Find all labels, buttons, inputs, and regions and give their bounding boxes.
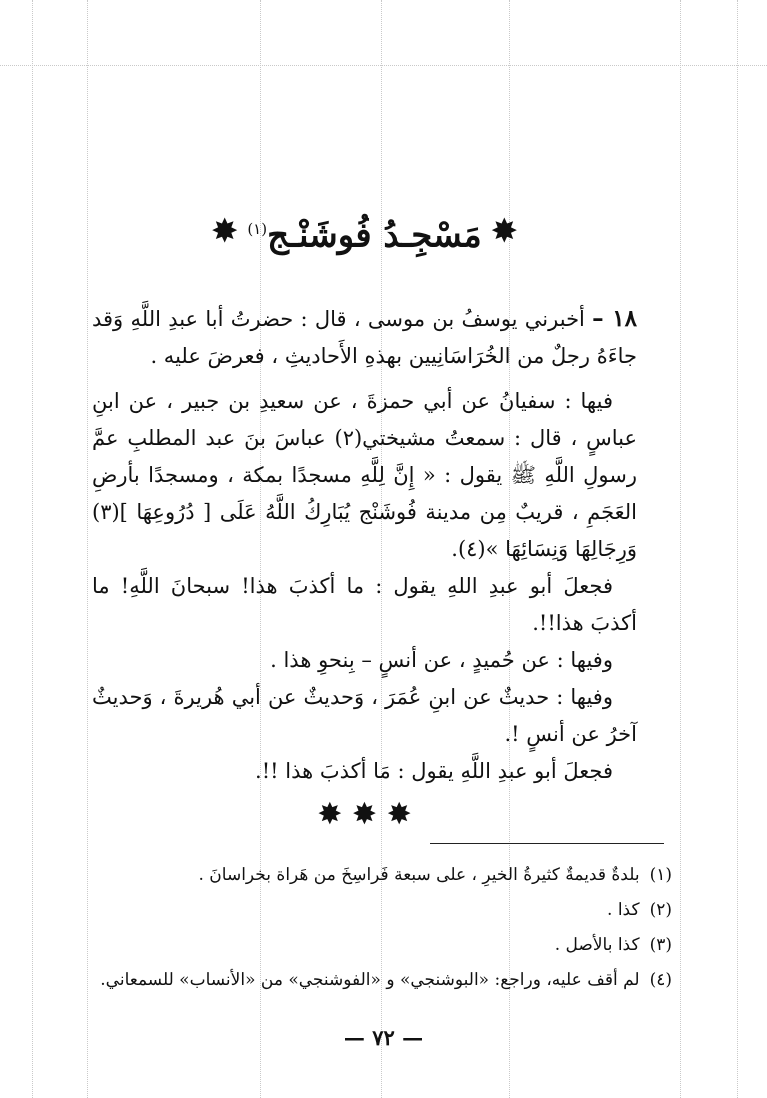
hadith-paragraph: ١٨ – أخبرني يوسفُ بن موسى ، قال : حضرتُ أبا عبدِ اللَّهِ وَقد جاءَهُ رجلٌ من الخُرَاسَانِيين بهذهِ الأَحاديثِ ، فعرضَ عليه . (92, 305, 637, 368)
footnote: (٤)لم أقف عليه، وراجع: «البوشنجي» و «الفوشنجي» من «الأنساب» للسمعاني. (100, 970, 672, 990)
paragraph: فجعلَ أبو عبدِ اللهِ يقول : ما أكذبَ هذا! سبحانَ اللَّهِ! ما أكذبَ هذا!!. (92, 574, 637, 635)
page-number: — ٧٢ — (343, 1025, 424, 1050)
footnote: (١)بلدةٌ قديمةٌ كثيرةُ الخيرِ ، على سبعة فَراسِخَ من هَراة بخراسانَ . (198, 865, 672, 885)
guide-line (680, 0, 681, 1098)
footnote-divider (430, 843, 664, 844)
footnote: (٢)كذا . (607, 900, 672, 920)
title-text: مَسْجِـدُ فُوشَنْـج$^{(١)}$ (247, 215, 482, 256)
title-footnote-ref: (١) (247, 219, 268, 238)
guide-line (737, 0, 738, 1098)
paragraph: فجعلَ أبو عبدِ اللَّهِ يقول : مَا أكذبَ هذا !!. (255, 759, 613, 783)
guide-line (0, 65, 767, 66)
main-text (92, 200, 637, 840)
ornament-row: ✸ ✸ ✸ (317, 797, 412, 832)
ornament-star-icon: ✸ (212, 214, 238, 249)
chapter-title (92, 200, 637, 264)
paragraph: فيها : سفيانُ عن أبي حمزةَ ، عن سعيدِ بن جبير ، عن ابنِ عباسٍ ، قال : سمعتُ مشيختي(٢) عباسَ بنَ عبد المطلبِ عمَّ رسولِ اللَّهِ ﷺ يقول : « إِنَّ لِلَّهِ مسجدًا بمكة ، ومسجدًا بأرضِ العَجَمِ ، قريبٌ مِن مدينة فُوشَنْج يُبَارِكُ اللَّهُ عَلَى [ دُرُوعِهَا ](٣) وَرِجَالِهَا وَنِسَائِهَا »(٤). (92, 389, 637, 561)
hadith-number: ١٨ – (592, 305, 637, 332)
footnote: (٣)كذا بالأصل . (554, 935, 672, 955)
footnotes (92, 858, 672, 998)
guide-line (32, 0, 33, 1098)
guide-line (87, 0, 88, 1098)
paragraph: وفيها : عن حُميدٍ ، عن أنسٍ – بِنحوِ هذا . (270, 648, 613, 672)
paragraph: وفيها : حديثٌ عن ابنِ عُمَرَ ، وَحديثٌ عن أبي هُريرةَ ، وَحديثٌ آخرُ عن أنسٍ !. (92, 685, 637, 746)
ornament-star-icon: ✸ (491, 214, 517, 249)
